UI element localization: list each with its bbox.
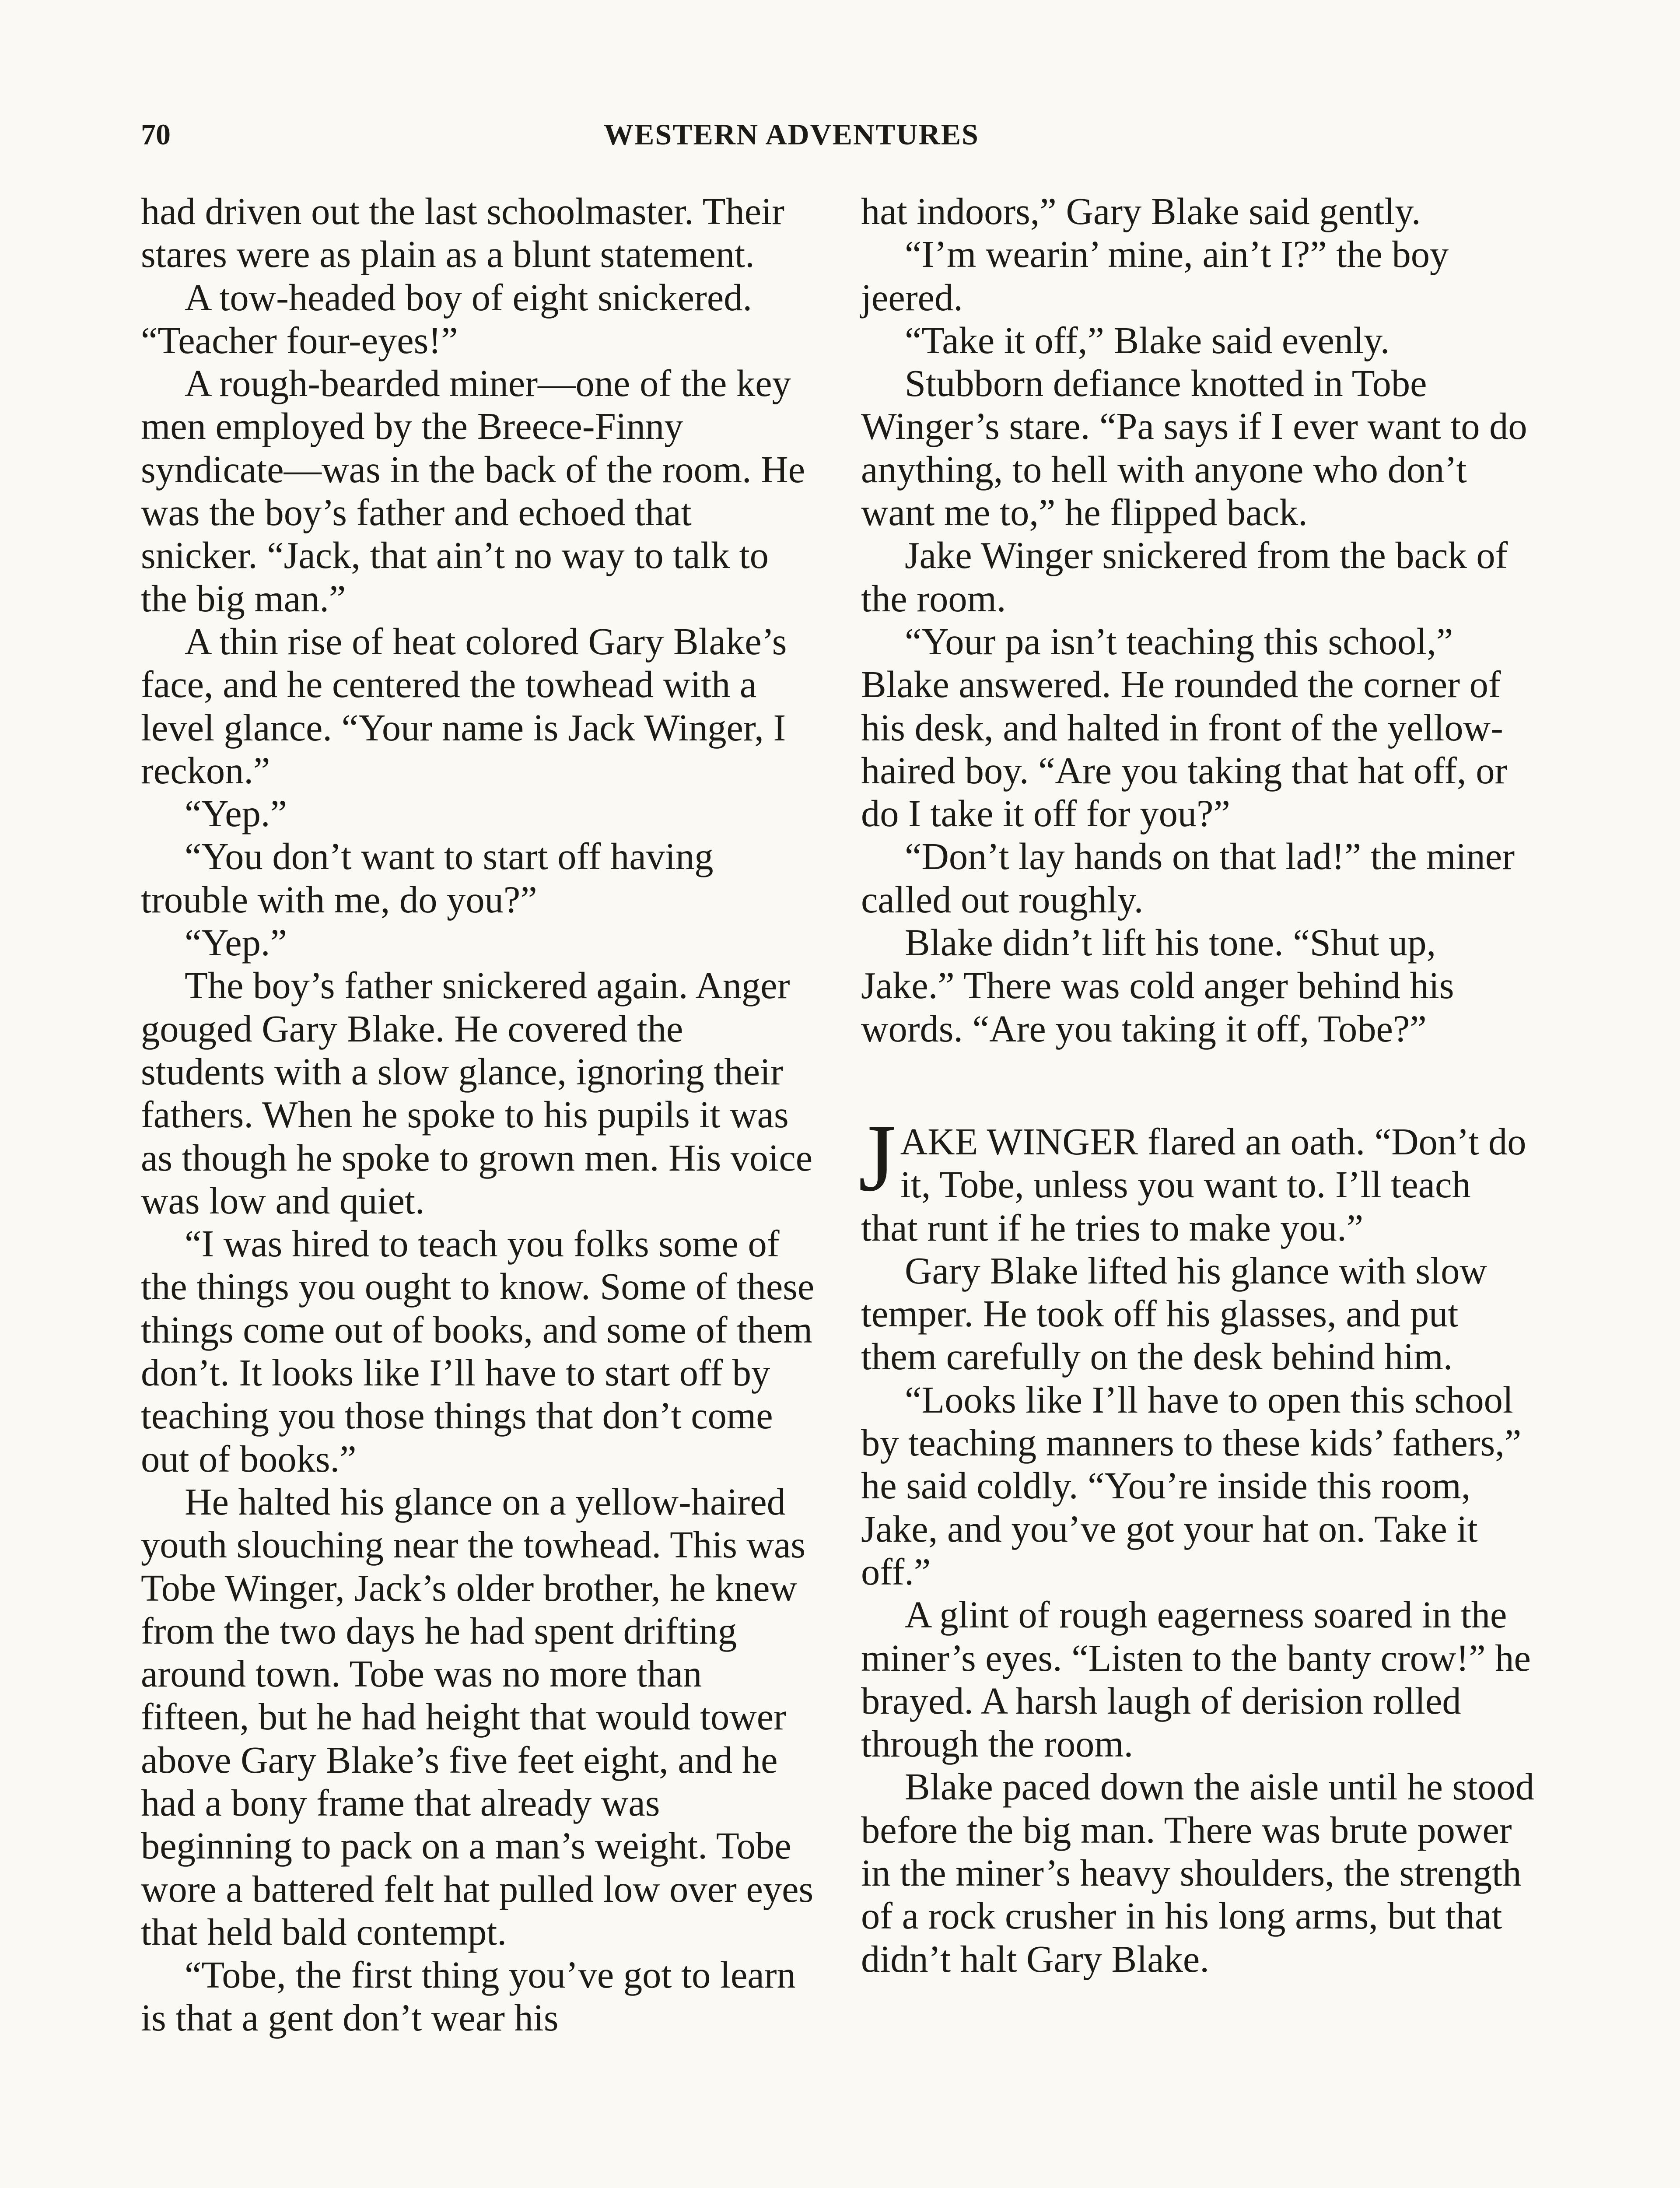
paragraph: Blake didn’t lift his tone. “Shut up, Jake.” There was cold anger behind his words. “Are you taking it off, Tobe?” bbox=[861, 922, 1454, 1050]
paragraph: A rough-bearded miner—one of the key men employed by the Breece-Finny syndicate—was in the back of the room. He was the boy’s father and echoed that snicker. “Jack, that ain’t no way to talk to the big man.” bbox=[141, 362, 805, 620]
paragraph: “Tobe, the first thing you’ve got to learn is that a gent don’t wear his bbox=[141, 1954, 796, 2039]
paragraph: “You don’t want to start off having trouble with me, do you?” bbox=[141, 835, 714, 921]
paragraph: “Yep.” bbox=[185, 922, 287, 964]
paragraph: “Looks like I’ll have to open this school by teaching manners to these kids’ fathers,” he said coldly. “You’re inside this room, Jake, and you’ve got your hat on. Take it off.” bbox=[861, 1378, 1522, 1593]
section-opening-paragraph bbox=[858, 1104, 1535, 1249]
section-gap bbox=[861, 1050, 1535, 1120]
paragraph: Blake paced down the aisle until he stood before the big man. There was brute power in the miner’s heavy shoulders, the strength of a rock crusher in his long arms, but that didn’t halt Gary Blake. bbox=[861, 1766, 1534, 1980]
left-column bbox=[141, 190, 815, 2040]
paragraph: “Yep.” bbox=[185, 792, 287, 835]
paragraph: A thin rise of heat colored Gary Blake’s face, and he centered the towhead with a level glance. “Your name is Jack Winger, I reckon.” bbox=[141, 620, 787, 792]
paragraph: Stubborn defiance knotted in Tobe Winger’s stare. “Pa says if I ever want to do anything, to hell with anyone who don’t want me to,” he flipped back. bbox=[861, 362, 1527, 534]
right-column bbox=[858, 190, 1535, 1981]
paragraph: Gary Blake lifted his glance with slow temper. He took off his glasses, and put them carefully on the desk behind him. bbox=[861, 1249, 1487, 1378]
paragraph: Jake Winger snickered from the back of the room. bbox=[861, 534, 1508, 620]
page-number: 70 bbox=[141, 118, 171, 151]
paragraph: A tow-headed boy of eight snickered. “Teacher four-eyes!” bbox=[141, 276, 752, 361]
paragraph: A glint of rough eagerness soared in the miner’s eyes. “Listen to the banty crow!” he brayed. A harsh laugh of derision rolled through the room. bbox=[861, 1594, 1531, 1765]
paragraph: “I was hired to teach you folks some of the things you ought to know. Some of these things come out of books, and some of them don’t. It looks like I’ll have to start off by teaching you those things that don’t come out of books.” bbox=[141, 1223, 815, 1480]
paragraph: The boy’s father snickered again. Anger gouged Gary Blake. He covered the students with a slow glance, ignoring their fathers. When he spoke to his pupils it was as though he spoke to grown men. His voice was low and quiet. bbox=[141, 964, 813, 1222]
paragraph: had driven out the last schoolmaster. Their stares were as plain as a blunt statement. bbox=[141, 190, 784, 276]
drop-cap: J bbox=[858, 1104, 896, 1211]
paragraph: “Your pa isn’t teaching this school,” Blake answered. He rounded the corner of his desk, and halted in front of the yellow-haired boy. “Are you taking that hat off, or do I take it off for you?” bbox=[861, 620, 1508, 835]
paragraph: “I’m wearin’ mine, ain’t I?” the boy jeered. bbox=[861, 233, 1449, 319]
section-opening-text: AKE WINGER flared an oath. “Don’t do it, Tobe, unless you want to. I’ll teach that runt if he tries to make you.” bbox=[861, 1120, 1526, 1249]
paragraph: He halted his glance on a yellow-haired youth slouching near the towhead. This was Tobe Winger, Jack’s older brother, he knew from the two days he had spent drifting around town. Tobe was no more than fifteen, but he had height that would tower above Gary Blake’s five feet eight, and he had a bony frame that already was beginning to pack on a man’s weight. Tobe wore a battered felt hat pulled low over eyes that held bald contempt. bbox=[141, 1480, 814, 1953]
running-head: WESTERN ADVENTURES bbox=[604, 118, 979, 151]
paragraph: “Don’t lay hands on that lad!” the miner called out roughly. bbox=[861, 835, 1515, 921]
paragraph: “Take it off,” Blake said evenly. bbox=[905, 319, 1390, 361]
paragraph: hat indoors,” Gary Blake said gently. bbox=[861, 190, 1421, 232]
